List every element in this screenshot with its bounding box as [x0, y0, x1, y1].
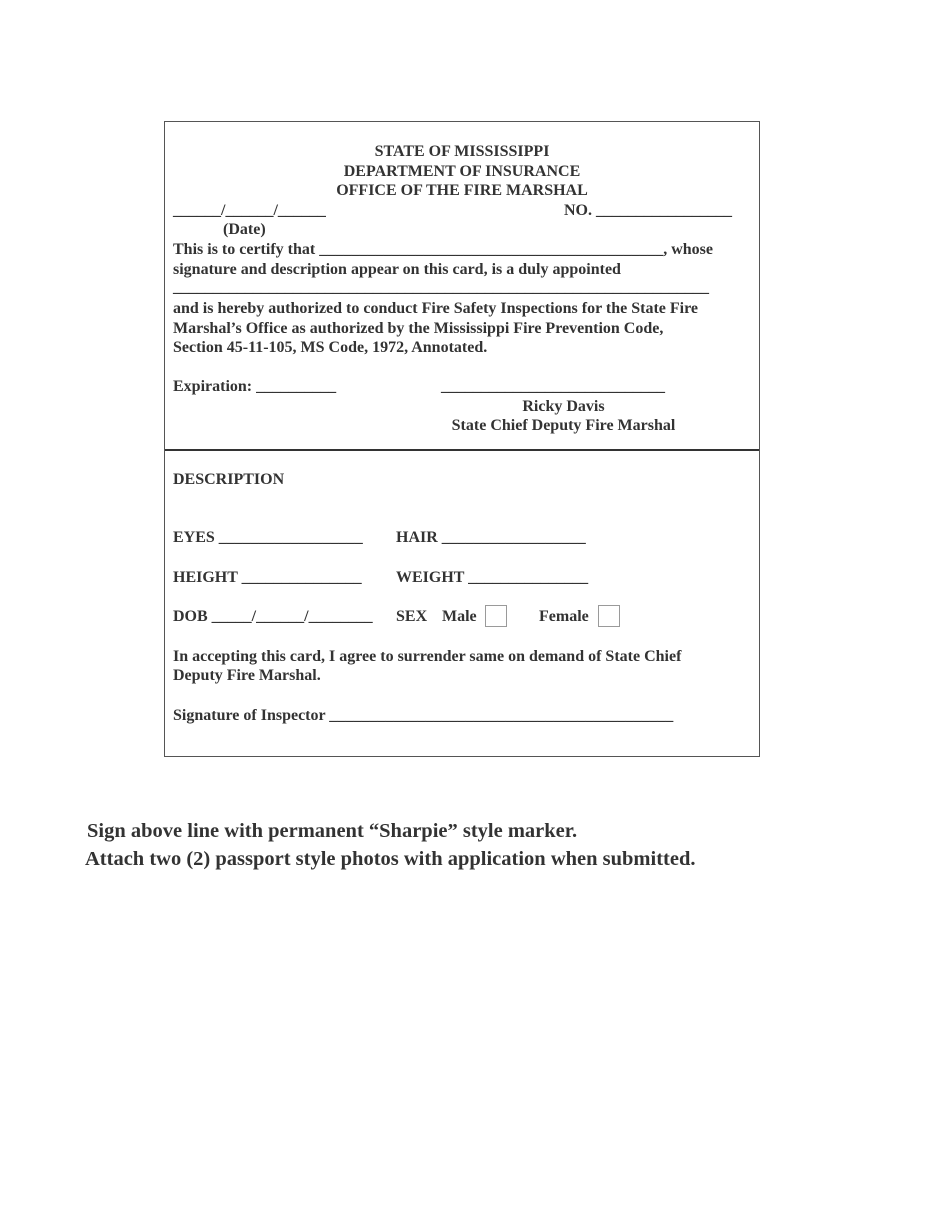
authorization-text-line2: Marshal’s Office as authorized by the Mississippi Fire Prevention Code,	[173, 320, 664, 337]
male-checkbox[interactable]	[485, 605, 507, 627]
height-field[interactable]: HEIGHT _______________	[173, 569, 362, 586]
eyes-field[interactable]: EYES __________________	[173, 529, 363, 546]
description-heading: DESCRIPTION	[173, 471, 285, 488]
expiration-field[interactable]: Expiration: __________	[173, 378, 337, 395]
section-divider	[165, 449, 759, 451]
date-label: (Date)	[223, 221, 266, 238]
date-field[interactable]: ______/______/______	[173, 202, 326, 219]
hair-field[interactable]: HAIR __________________	[396, 529, 586, 546]
signatory-signature-line: ____________________________	[441, 378, 665, 395]
photo-instruction: Attach two (2) passport style photos with application when submitted.	[85, 848, 696, 870]
header-department: DEPARTMENT OF INSURANCE	[343, 163, 581, 180]
sex-label: SEX	[396, 608, 428, 625]
header-office: OFFICE OF THE FIRE MARSHAL	[336, 182, 588, 199]
card-number-field[interactable]: NO. _________________	[564, 202, 732, 219]
sharpie-instruction: Sign above line with permanent “Sharpie” style marker.	[87, 820, 578, 842]
agreement-text-line2: Deputy Fire Marshal.	[173, 667, 321, 684]
authorization-text-line1: and is hereby authorized to conduct Fire Safety Inspections for the State Fire	[173, 300, 699, 317]
certify-text-line2: signature and description appear on this card, is a duly appointed	[173, 261, 621, 278]
weight-field[interactable]: WEIGHT _______________	[396, 569, 589, 586]
authorization-text-line3: Section 45-11-105, MS Code, 1972, Annotated.	[173, 339, 488, 356]
female-label: Female	[539, 608, 589, 625]
certify-name-line[interactable]: This is to certify that ___________________________________________, whose	[173, 241, 713, 258]
appointment-blank-line[interactable]: ___________________________________________________________________	[173, 279, 709, 296]
inspector-signature-field[interactable]: Signature of Inspector ___________________________________________	[173, 707, 674, 724]
signatory-name: Ricky Davis	[522, 398, 605, 415]
header-state: STATE OF MISSISSIPPI	[374, 143, 550, 160]
agreement-text-line1: In accepting this card, I agree to surrender same on demand of State Chief	[173, 648, 682, 665]
signatory-title: State Chief Deputy Fire Marshal	[451, 417, 676, 434]
id-card-form	[164, 121, 760, 757]
male-label: Male	[442, 608, 477, 625]
female-checkbox[interactable]	[598, 605, 620, 627]
dob-field[interactable]: DOB _____/______/________	[173, 608, 373, 625]
